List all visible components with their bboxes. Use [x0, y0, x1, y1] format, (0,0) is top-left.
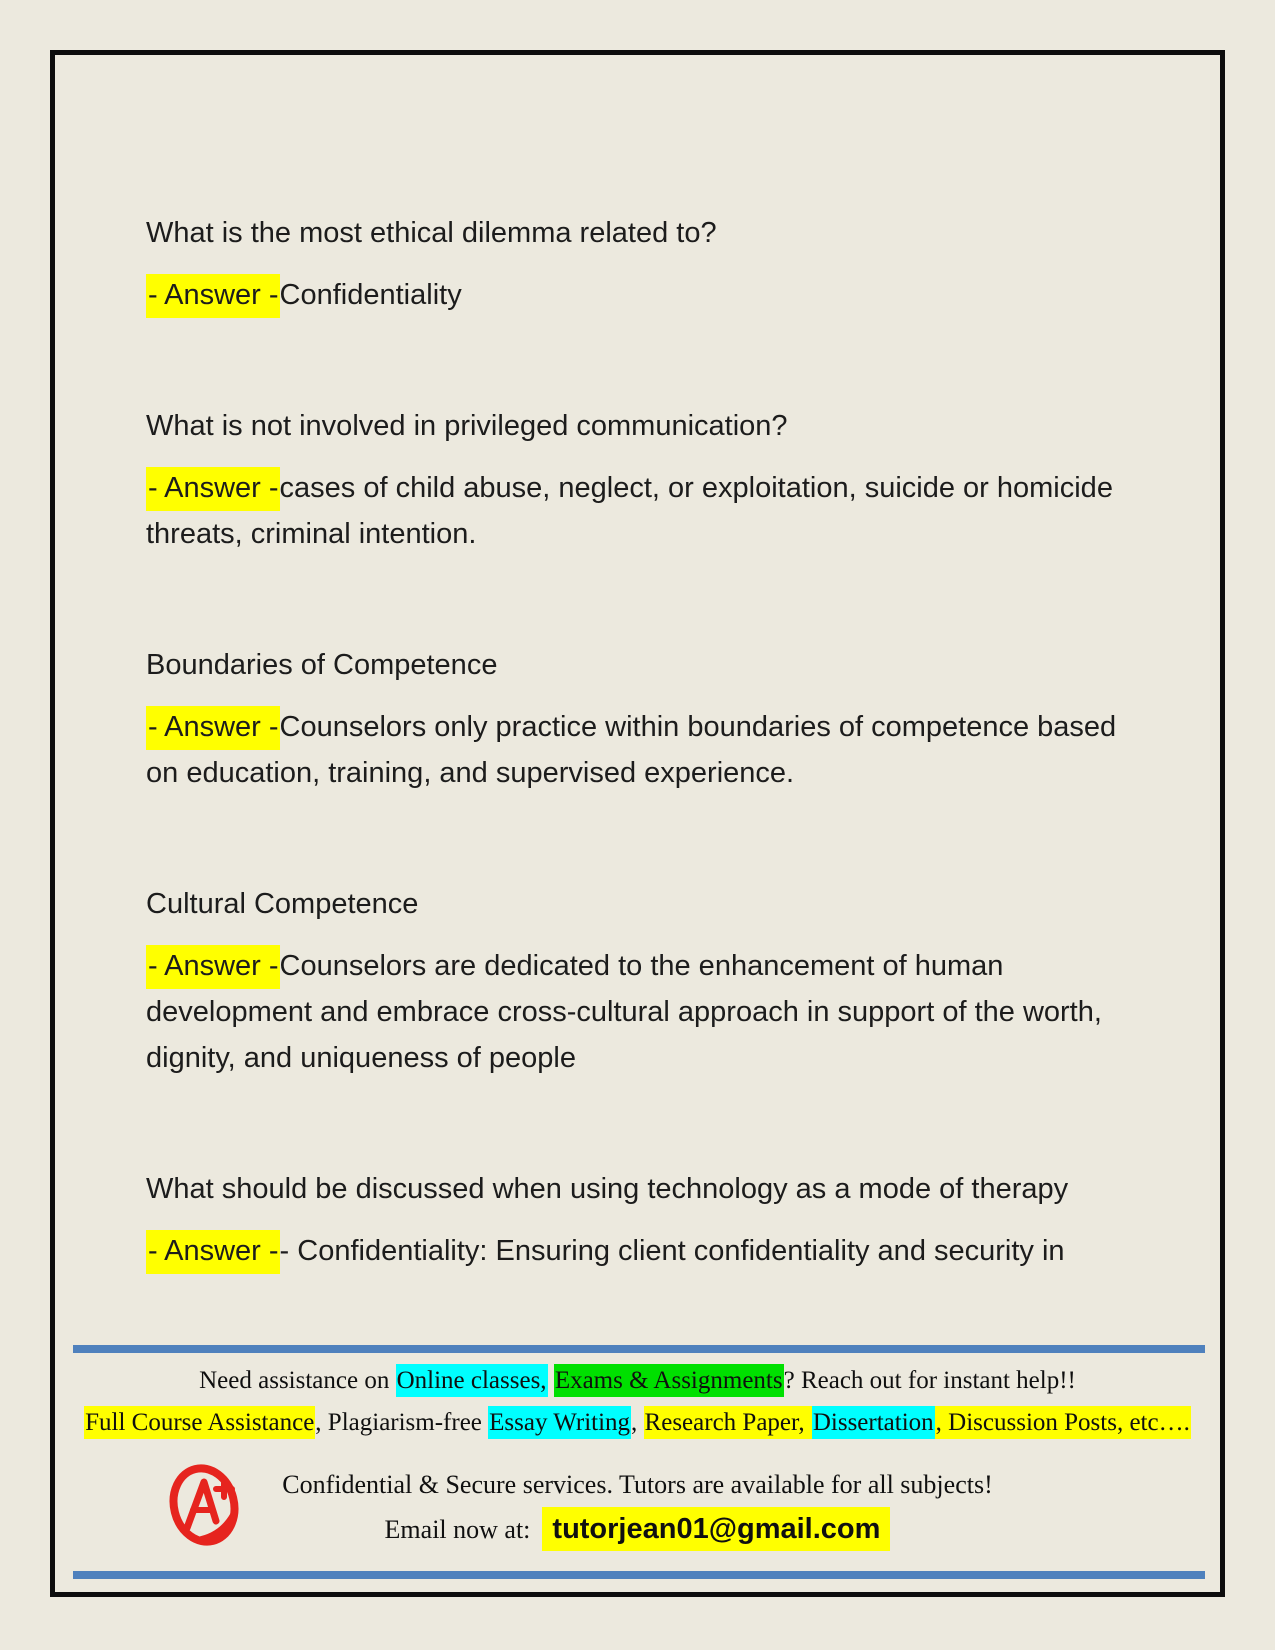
footer-text: Need assistance on — [199, 1367, 396, 1394]
answer-paragraph — [146, 704, 1156, 796]
highlight-exams-assignments: Exams & Assignments — [554, 1364, 784, 1397]
footer-line-1 — [75, 1360, 1200, 1402]
question-text: Cultural Competence — [146, 888, 419, 920]
footer-text: ? Reach out for instant help!! — [783, 1367, 1076, 1394]
answer-text: Counselors are dedicated to the enhancement of human development and embrace cross-cultural approach in support of the worth, dignity, and uniqueness of people — [146, 950, 1102, 1074]
page-frame — [50, 50, 1225, 1597]
footer-ad-text — [75, 1360, 1200, 1444]
separator-rule-bottom — [73, 1571, 1205, 1579]
answer-text: Counselors only practice within boundaries of competence based on education, training, and supervised experience. — [146, 711, 1117, 789]
highlight-research-paper: Research Paper, — [644, 1406, 812, 1439]
qa-group — [146, 1166, 1156, 1274]
qa-group — [146, 642, 1156, 796]
question-text: What is the most ethical dilemma related to? — [146, 217, 717, 249]
highlight-full-course: Full Course Assistance — [84, 1406, 315, 1439]
tagline-text: Confidential & Secure services. Tutors are available for all subjects! — [282, 1470, 993, 1499]
highlight-online-classes: Online classes, — [396, 1364, 548, 1397]
answer-paragraph — [146, 272, 1156, 318]
question-text: What is not involved in privileged communication? — [146, 410, 788, 442]
answer-text: cases of child abuse, neglect, or exploitation, suicide or homicide threats, criminal intention. — [146, 472, 1113, 550]
separator-rule-top — [73, 1345, 1205, 1353]
highlight-discussion-posts: , Discussion Posts, etc…. — [935, 1406, 1191, 1439]
question-text: Boundaries of Competence — [146, 649, 498, 681]
question-text: What should be discussed when using technology as a mode of therapy — [146, 1173, 1069, 1205]
answer-paragraph — [146, 943, 1156, 1081]
logo-text — [245, 1460, 246, 1461]
footer-text: , Plagiarism-free — [315, 1409, 489, 1436]
footer-text: , — [631, 1409, 644, 1436]
email-label: Email now at: — [384, 1515, 531, 1544]
qa-group — [146, 210, 1156, 318]
answer-text: Confidentiality — [279, 279, 462, 311]
answer-label-highlight: - Answer - — [146, 706, 280, 750]
qa-group — [146, 403, 1156, 557]
footer-text — [548, 1367, 554, 1394]
answer-paragraph — [146, 465, 1156, 557]
document-body — [146, 210, 1156, 1359]
email-address: tutorjean01@gmail.com — [542, 1507, 890, 1551]
highlight-dissertation: Dissertation — [812, 1406, 935, 1439]
highlight-essay-writing: Essay Writing — [488, 1406, 631, 1439]
answer-paragraph — [146, 1228, 1156, 1274]
answer-text: - Confidentiality: Ensuring client confidentiality and security in — [279, 1235, 1065, 1267]
answer-label-highlight: - Answer - — [146, 1230, 280, 1274]
qa-group — [146, 881, 1156, 1081]
email-line — [75, 1507, 1200, 1552]
answer-label-highlight: - Answer - — [146, 945, 280, 989]
answer-label-highlight: - Answer - — [146, 274, 280, 318]
footer-line-2 — [75, 1402, 1200, 1444]
footer-contact — [75, 1463, 1200, 1552]
answer-label-highlight: - Answer - — [146, 467, 280, 511]
